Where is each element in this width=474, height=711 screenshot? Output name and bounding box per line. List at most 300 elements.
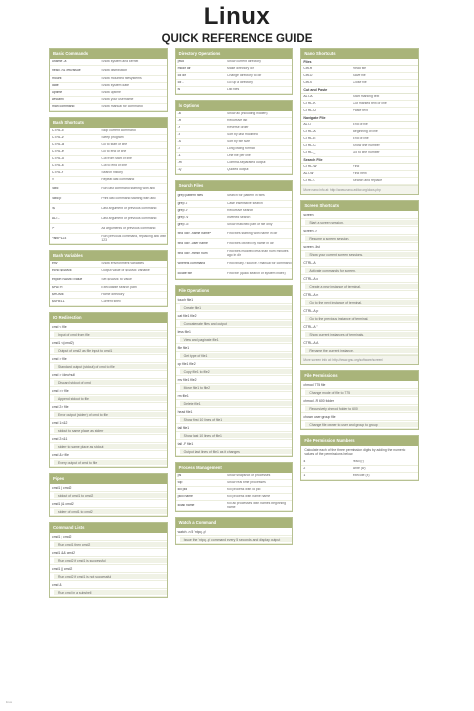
section-bash-shortcuts: [49, 117, 168, 245]
example-description: Resume a screen session.: [305, 236, 418, 241]
example-command: rm file1: [176, 392, 293, 400]
command-description: Recursive search: [227, 209, 254, 213]
command-text: $PATH: [52, 286, 63, 290]
section-heading: ls Options: [176, 101, 293, 111]
example-row: [50, 557, 167, 565]
command-description: Recursive list: [227, 119, 248, 123]
example-row: [301, 299, 418, 307]
table-row: [50, 194, 167, 204]
table-row: [176, 501, 293, 511]
command-description: Run previous command, replacing abc with 123: [101, 234, 167, 242]
example-command: touch file1: [176, 296, 293, 304]
example-command: mv file1 file2: [176, 376, 293, 384]
example-command: cmd1 |& cmd2: [50, 500, 167, 508]
example-description: Every output of cmd to file: [54, 460, 167, 465]
command-description: Stop current command: [101, 129, 136, 133]
example-row: [50, 347, 167, 355]
table-row: [176, 125, 293, 132]
table-row: [50, 149, 167, 156]
example-command: cmd 1>&2: [50, 419, 167, 427]
example-description: Run cmd in a subshell: [54, 590, 167, 595]
command-description: Sleep program: [101, 136, 124, 140]
section-file-permission-numbers: [300, 435, 419, 481]
command-text: pwd: [177, 60, 184, 64]
command-text: !*: [52, 226, 55, 230]
example-row: [176, 352, 293, 360]
section-io-redirection: [49, 312, 168, 468]
example-row: [176, 304, 293, 312]
example-row: [50, 443, 167, 451]
command-description: Case insensitive search: [227, 202, 263, 206]
command-text: Ctrl-X: [303, 81, 313, 85]
example-row: [50, 427, 167, 435]
example-command: screen -list: [301, 243, 418, 251]
command-description: Find: [352, 165, 360, 169]
example-row: [176, 432, 293, 440]
section-footer: More nano info at: http://www.nano-editor.org/docs.php: [301, 185, 418, 194]
example-row: [301, 389, 418, 397]
example-description: Show current instances of terminals.: [305, 332, 418, 337]
command-description: Find files modifed less than num minutes ago in dir: [227, 249, 289, 257]
example-row: [50, 331, 167, 339]
section-heading: Bash Shortcuts: [50, 118, 167, 128]
example-row: [50, 395, 167, 403]
table-row: [176, 167, 293, 174]
table-row: [50, 156, 167, 163]
section-file-permissions: [300, 370, 419, 430]
command-description: One file per line: [227, 154, 251, 158]
command-description: Beginning of line: [352, 130, 378, 134]
command-description: Reverse order: [227, 126, 249, 130]
table-row: [301, 129, 418, 136]
subsection-heading: Search File: [301, 157, 418, 164]
table-row: [50, 142, 167, 149]
table-row: [50, 104, 167, 111]
example-command: CTRL-A ": [301, 323, 418, 331]
command-description: Sort by file size: [227, 140, 250, 144]
table-row: [301, 178, 418, 185]
command-text: -Q: [177, 168, 182, 172]
subsection-heading: Files: [301, 59, 418, 66]
table-row: [176, 153, 293, 160]
table-row: [50, 292, 167, 299]
command-description: Cut marked text or line: [352, 102, 387, 106]
table-row: [50, 59, 167, 66]
example-description: Output of cmd2 as file input to cmd1: [54, 348, 167, 353]
example-command: cmd 2>&1: [50, 435, 167, 443]
example-row: [50, 411, 167, 419]
example-command: cmd1 ; cmd2: [50, 533, 167, 541]
command-text: export NAME=value: [52, 277, 83, 281]
example-description: Run cmd1 then cmd2: [54, 542, 167, 547]
command-description: Kill process with name name: [227, 495, 271, 499]
example-row: [176, 384, 293, 392]
table-row: [176, 239, 293, 249]
example-command: cmd > file: [50, 355, 167, 363]
example-row: [50, 363, 167, 371]
command-description: Search history: [101, 171, 123, 175]
section-search-files: [175, 180, 294, 280]
example-row: [50, 589, 167, 597]
table-row: [50, 184, 167, 194]
command-text: echo $NAME: [52, 269, 72, 273]
command-text: CTRL-U: [303, 109, 316, 113]
example-row: [176, 400, 293, 408]
table-row: [176, 191, 293, 201]
example-command: tail -F file1: [176, 440, 293, 448]
table-row: [301, 136, 418, 143]
example-row: [301, 331, 418, 339]
table-row: [50, 66, 167, 76]
command-text: man command: [52, 105, 75, 109]
command-text: top: [177, 481, 183, 485]
command-rows: [301, 94, 418, 115]
command-description: Set $NAME to value: [101, 277, 132, 281]
table-row: [176, 259, 293, 269]
command-text: CTRL-E: [303, 137, 316, 141]
example-description: Show first 10 lines of file1: [180, 417, 293, 422]
table-row: [176, 229, 293, 239]
command-text: -R: [177, 119, 182, 123]
example-description: Change file owner to user and group to group: [305, 422, 418, 427]
command-description: Home directory: [101, 293, 125, 297]
table-row: [301, 143, 418, 150]
example-description: Create a new instance of terminal.: [305, 284, 418, 289]
section-watch-a-command: [175, 517, 294, 545]
command-text: ALT-.: [52, 216, 60, 220]
command-description: Inverted search: [227, 216, 251, 220]
command-description: Repeat last command: [101, 178, 135, 182]
example-command: CTRL-A p: [301, 307, 418, 315]
example-row: [301, 283, 418, 291]
example-command: screen -r: [301, 227, 418, 235]
command-description: Executable search path: [101, 286, 137, 290]
command-text: grep -r: [177, 209, 188, 213]
command-text: ps: [177, 474, 182, 478]
table-row: [301, 73, 418, 80]
command-text: mkdir dir: [177, 67, 191, 71]
command-description: Change directory to dir: [227, 74, 262, 78]
example-description: Show last 10 lines of file1: [180, 433, 293, 438]
table-row: [50, 83, 167, 90]
command-description: Close file: [352, 81, 367, 85]
command-description: Search and replace: [352, 179, 383, 183]
table-row: [301, 66, 418, 73]
command-description: Go to start of line: [101, 143, 128, 147]
command-text: CTRL-C: [303, 144, 316, 148]
table-row: [176, 160, 293, 167]
command-text: uptime: [52, 91, 63, 95]
command-description: Sort by last modified: [227, 133, 258, 137]
command-text: Ctrl-R: [303, 67, 313, 71]
command-description: Find binary / source / manual for command: [227, 261, 292, 265]
command-description: read (r): [352, 460, 364, 464]
command-text: CTRL-W: [303, 165, 317, 169]
section-basic-commands: [49, 48, 168, 112]
example-command: screen: [301, 211, 418, 219]
command-text: grep -o: [177, 223, 189, 227]
table-row: [50, 214, 167, 224]
command-text: ALT-W: [303, 172, 314, 176]
example-description: Create file1: [180, 305, 293, 310]
example-description: stderr of cmd1 to cmd2: [54, 509, 167, 514]
command-rows: [176, 473, 293, 511]
command-text: 4: [303, 460, 306, 464]
section-heading: Process Management: [176, 463, 293, 473]
example-command: cmd1 || cmd2: [50, 565, 167, 573]
section-heading: Bash Variables: [50, 251, 167, 261]
command-description: Show uptime: [101, 91, 121, 95]
section-footer: More screen info at: http://www.gnu.org/software/screen/: [301, 355, 418, 364]
command-description: Show line number: [352, 144, 380, 148]
command-text: ALT-A: [303, 95, 313, 99]
example-row: [301, 219, 418, 227]
section-pipes: [49, 473, 168, 517]
command-description: Show manual for command: [101, 105, 143, 109]
command-description: Go up a directory: [227, 81, 254, 85]
table-row: [50, 224, 167, 234]
example-command: cmd >> file: [50, 387, 167, 395]
command-description: List files: [227, 88, 240, 92]
table-row: [50, 299, 167, 306]
command-rows: [301, 164, 418, 185]
command-text: uname -a: [52, 60, 67, 64]
example-command: CTRL-A: [301, 259, 418, 267]
example-row: [301, 405, 418, 413]
example-command: cmd &: [50, 581, 167, 589]
section-heading: Pipes: [50, 474, 167, 484]
column-middle: [175, 48, 294, 703]
command-rows: [176, 59, 293, 94]
command-description: Paste text: [352, 109, 368, 113]
command-text: CTRL-z: [52, 136, 64, 140]
command-text: killall name: [177, 503, 195, 507]
command-description: Show system and kernel: [101, 60, 139, 64]
table-row: [50, 261, 167, 268]
command-text: CTRL-\: [303, 179, 315, 183]
table-row: [50, 90, 167, 97]
table-row: [176, 66, 293, 73]
command-rows: [50, 59, 167, 111]
command-text: CTRL-A: [303, 130, 316, 134]
table-row: [176, 215, 293, 222]
command-description: Show real time processes: [227, 481, 266, 485]
command-description: Go to end of line: [101, 150, 127, 154]
command-text: -1: [177, 154, 181, 158]
section-command-lists: [49, 522, 168, 598]
example-command: head file1: [176, 408, 293, 416]
table-row: [301, 473, 418, 480]
example-description: Rename the current instance.: [305, 348, 418, 353]
example-row: [50, 508, 167, 516]
command-text: grep -i: [177, 202, 188, 206]
command-rows: [301, 459, 418, 480]
table-row: [50, 135, 167, 142]
command-text: CTRL-r: [52, 171, 64, 175]
example-row: [176, 320, 293, 328]
section-directory-operations: [175, 48, 294, 95]
command-rows: [301, 66, 418, 87]
example-command: chown user:group file: [301, 413, 418, 421]
example-command: chmod -R 600 folder: [301, 397, 418, 405]
section-nano-shortcuts: [300, 48, 419, 195]
example-description: Discard stdout of cmd: [54, 380, 167, 385]
table-row: [176, 494, 293, 501]
command-description: Cut from start of line: [101, 157, 132, 161]
command-rows: [50, 128, 167, 244]
section-heading: File Permissions: [301, 371, 418, 381]
command-text: CTRL-u: [52, 157, 64, 161]
section-screen-shortcuts: [300, 200, 419, 365]
command-description: Kill process with id pid: [227, 488, 261, 492]
example-command: CTRL-A c: [301, 275, 418, 283]
command-text: pkill name: [177, 495, 193, 499]
command-description: Kill all processes with names beginning name: [227, 501, 286, 509]
command-text: cd dir: [177, 74, 186, 78]
table-row: [176, 473, 293, 480]
command-description: Output value of $NAME variable: [101, 269, 150, 273]
command-description: Show all (including hidden): [227, 112, 268, 116]
example-command: cmd1 <(cmd2): [50, 339, 167, 347]
command-description: Cut to end of line: [101, 164, 127, 168]
command-description: Show system date: [101, 84, 130, 88]
table-row: [301, 101, 418, 108]
table-row: [176, 201, 293, 208]
command-text: CTRL-K: [303, 102, 316, 106]
command-text: !!: [52, 178, 54, 182]
subsection-heading: Navigate File: [301, 115, 418, 122]
example-row: [301, 421, 418, 429]
command-text: locate file: [177, 271, 192, 275]
table-row: [301, 122, 418, 129]
command-text: CTRL-k: [52, 164, 64, 168]
page-title: Linux: [203, 3, 271, 30]
command-description: Find files starting with name in dir: [227, 231, 278, 235]
command-rows: [50, 261, 167, 306]
example-description: Get type of file1: [180, 353, 293, 358]
example-description: Issue the 'ntpq -p' command every 5 seconds and display output: [180, 537, 293, 542]
example-command: cmd1 && cmd2: [50, 549, 167, 557]
command-text: mount: [52, 77, 62, 81]
section-heading: Basic Commands: [50, 49, 167, 59]
example-description: Show your current screen sessions.: [305, 252, 418, 257]
command-text: date: [52, 84, 59, 88]
table-row: [50, 128, 167, 135]
table-row: [176, 139, 293, 146]
command-description: Show environment variables: [101, 262, 144, 266]
table-row: [176, 87, 293, 94]
command-description: Comma-separated output: [227, 161, 266, 165]
table-row: [50, 275, 167, 285]
command-description: write (w): [352, 467, 366, 471]
table-row: [50, 170, 167, 177]
example-row: [50, 459, 167, 467]
example-description: Move file1 to file2: [180, 385, 293, 390]
section-bash-variables: [49, 250, 168, 307]
example-description: stdout to same place as stderr: [54, 428, 167, 433]
command-description: Show mounted filesystems: [101, 77, 142, 81]
command-description: Find files owned by name in dir: [227, 241, 274, 245]
example-description: Append stdout to file: [54, 396, 167, 401]
command-text: !abc:p: [52, 196, 62, 200]
example-description: Error output (stderr) of cmd to file: [54, 412, 167, 417]
command-description: Show matched part of file only: [227, 223, 273, 227]
command-text: -t: [177, 133, 180, 137]
table-row: [176, 59, 293, 66]
guide-header: [0, 4, 474, 46]
command-text: ^abc^123: [52, 236, 67, 240]
table-row: [50, 76, 167, 83]
example-command: less file1: [176, 328, 293, 336]
command-text: -r: [177, 126, 180, 130]
table-row: [50, 177, 167, 184]
column-left: [49, 48, 168, 703]
table-row: [301, 94, 418, 101]
command-description: Save file: [352, 74, 366, 78]
example-description: Concatenate files and output: [180, 321, 293, 326]
example-row: [301, 235, 418, 243]
example-command: watch -n 5 'ntpq -p': [176, 528, 293, 536]
command-text: $HOME: [52, 293, 65, 297]
table-row: [301, 150, 418, 157]
table-row: [50, 163, 167, 170]
command-description: Read file: [352, 67, 367, 71]
command-description: Make directory dir: [227, 67, 254, 71]
command-text: find /dir/ -mmin num: [177, 251, 208, 255]
command-description: Go to line number: [352, 151, 380, 155]
command-text: CTRL-_: [303, 151, 316, 155]
command-rows: [176, 191, 293, 279]
section-ls-options: [175, 100, 294, 175]
table-row: [176, 269, 293, 279]
table-row: [301, 164, 418, 171]
table-row: [176, 249, 293, 259]
example-description: Start a screen session.: [305, 220, 418, 225]
section-heading: Search Files: [176, 181, 293, 191]
example-description: Copy file1 to file2: [180, 369, 293, 374]
corner-mark: linux: [6, 700, 13, 704]
command-text: !abc: [52, 186, 59, 190]
command-text: 1: [303, 474, 306, 478]
example-description: Run cmd2 if cmd1 is not successful: [54, 574, 167, 579]
command-description: Find file (quick search of system index): [227, 271, 286, 275]
command-description: Long listing format: [227, 147, 255, 151]
table-row: [301, 459, 418, 466]
command-text: CTRL-e: [52, 150, 64, 154]
command-text: CTRL-c: [52, 129, 64, 133]
example-description: Go to the previous instance of terminal.: [305, 316, 418, 321]
example-description: stdout of cmd1 to cmd2: [54, 493, 167, 498]
command-description: Start marking text: [352, 95, 380, 99]
example-command: CTRL-A n: [301, 291, 418, 299]
table-row: [176, 73, 293, 80]
example-description: Run cmd2 if cmd1 is successful: [54, 558, 167, 563]
command-text: whereis command: [177, 261, 206, 265]
subsection-heading: Cut and Paste: [301, 87, 418, 94]
command-description: Show snapshot of processes: [227, 474, 271, 478]
section-process-management: [175, 462, 294, 512]
table-row: [301, 466, 418, 473]
command-description: Current shell: [101, 300, 121, 304]
example-row: [301, 347, 418, 355]
table-row: [301, 108, 418, 115]
command-text: grep -v: [177, 216, 189, 220]
command-text: ls: [177, 88, 181, 92]
example-description: stderr to same place as stdout: [54, 444, 167, 449]
example-description: Standard output (stdout) of cmd to file: [54, 364, 167, 369]
section-heading: Directory Operations: [176, 49, 293, 59]
example-command: cmd &> file: [50, 451, 167, 459]
